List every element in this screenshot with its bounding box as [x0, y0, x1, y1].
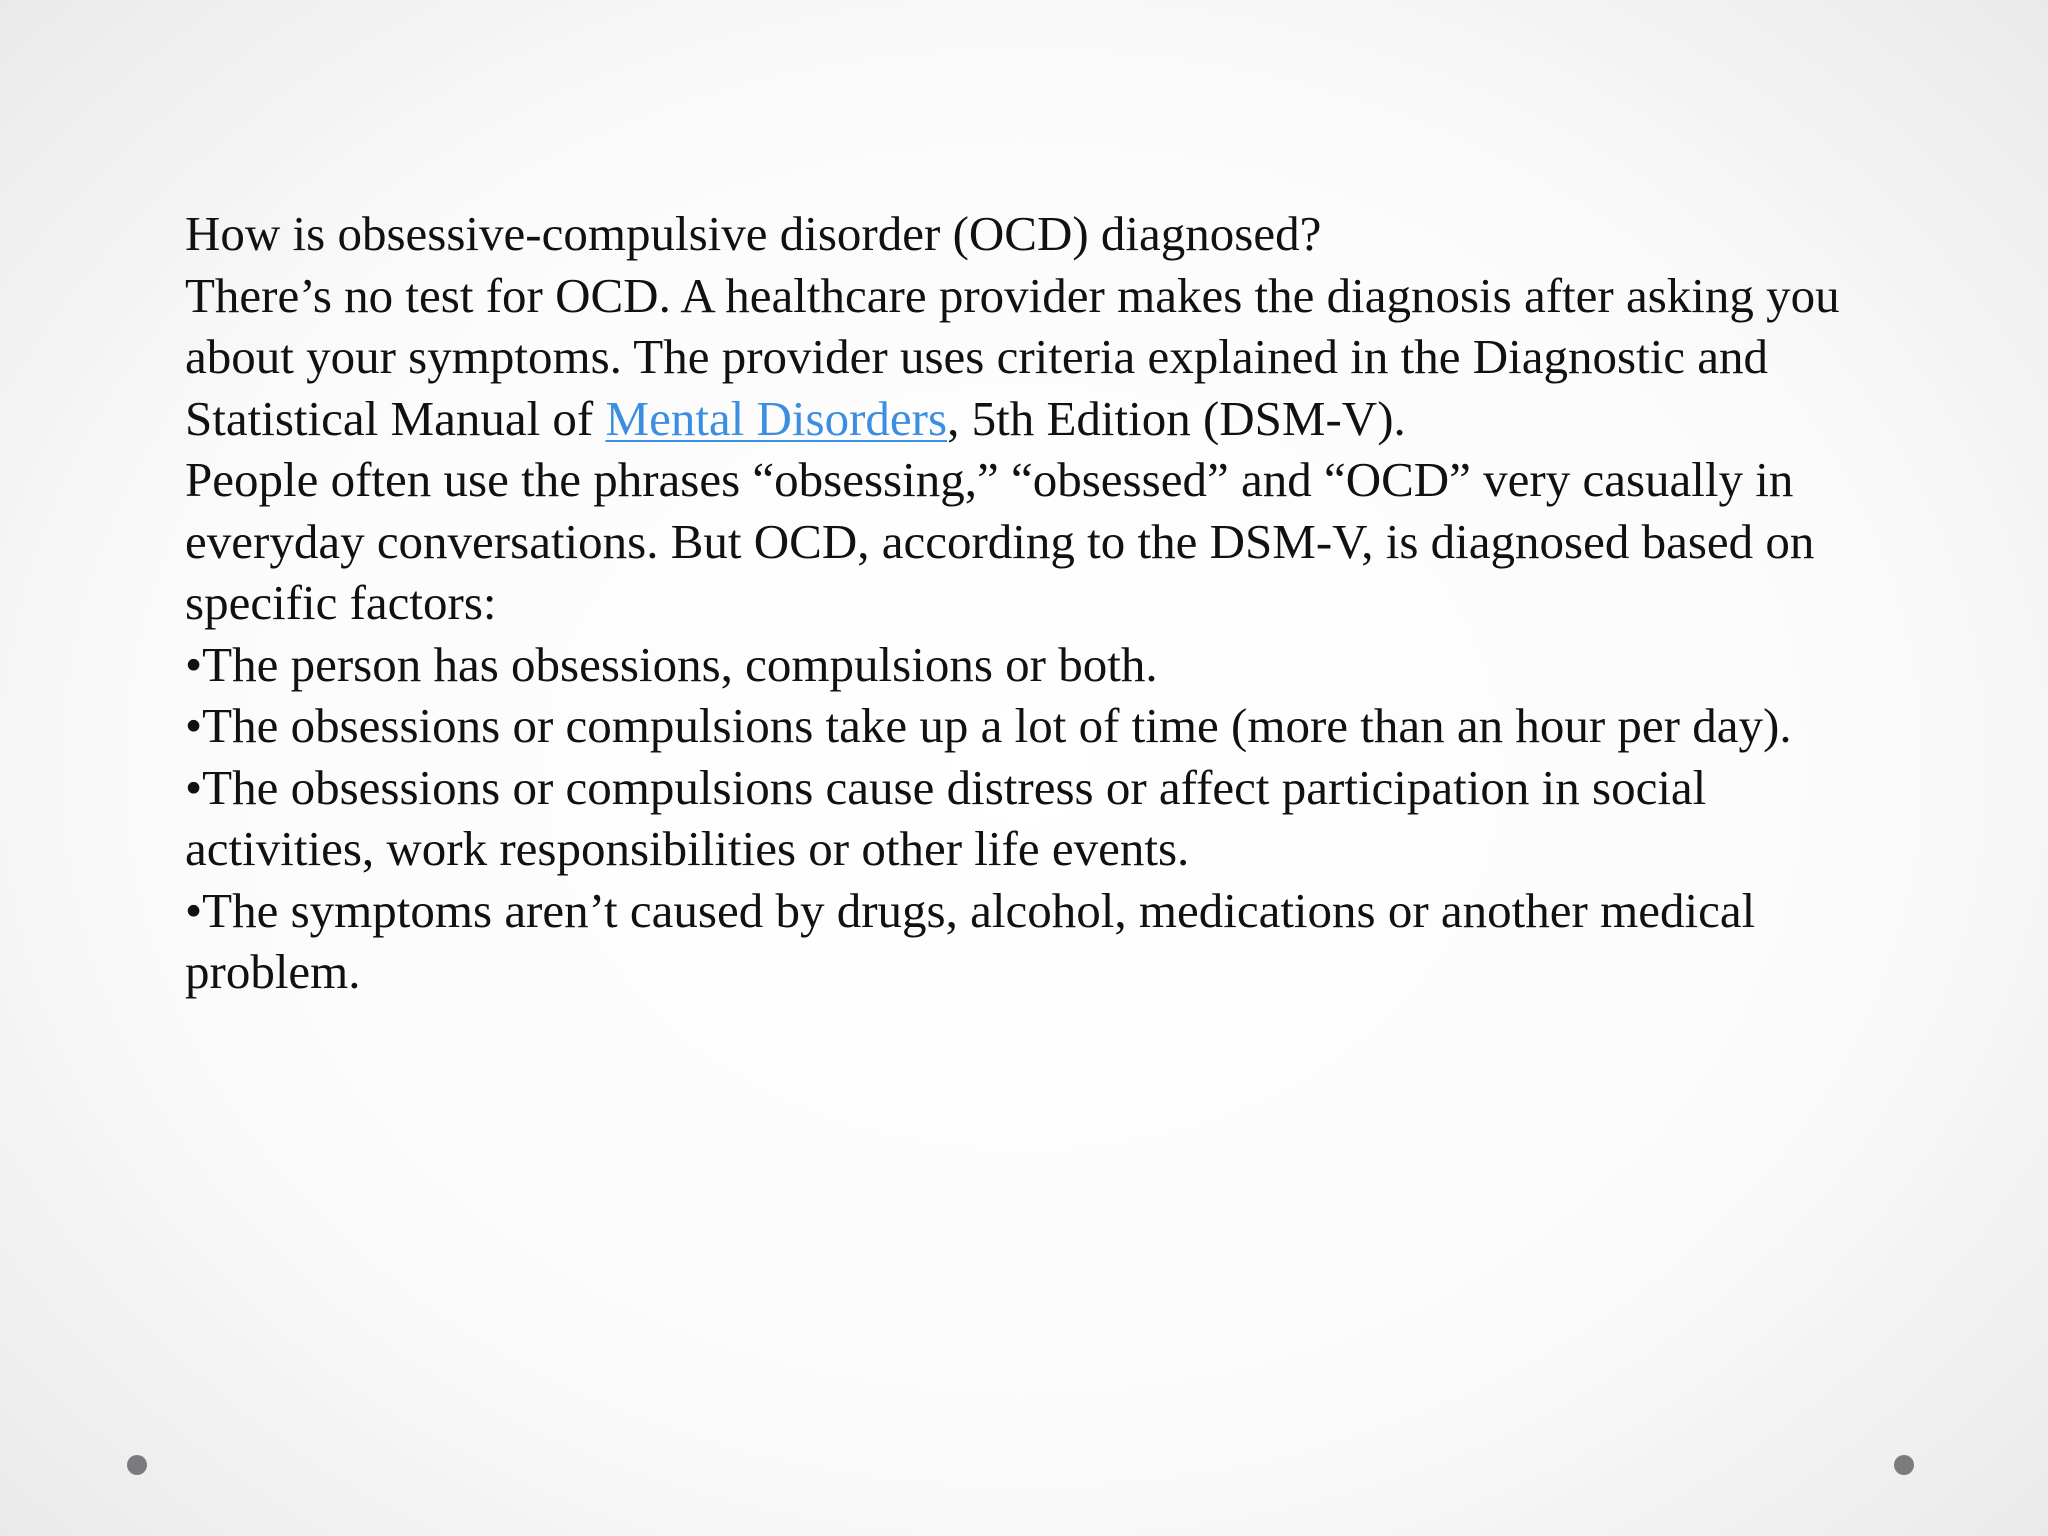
heading-question: How is obsessive-compulsive disorder (OCD) diagnosed?	[185, 206, 1322, 261]
bullet-item-obsessions-compulsions: •The person has obsessions, compulsions or both.	[185, 636, 1158, 692]
paragraph-casual-usage: People often use the phrases “obsessing,” “obsessed” and “OCD” very casually in everyday conversations. But OCD, according to the DSM-V, is diagnosed based on specific factors:	[185, 452, 1815, 630]
bullet-item-not-substance-caused: •The symptoms aren’t caused by drugs, alcohol, medications or another medical problem.	[185, 882, 1756, 999]
corner-dot-left-icon	[127, 1455, 147, 1475]
mental-disorders-link[interactable]: Mental Disorders	[605, 390, 948, 446]
paragraph-no-test-text-end: , 5th Edition (DSM-V).	[947, 390, 1406, 446]
slide-text-body	[185, 203, 1865, 1003]
paragraph-no-test	[185, 265, 1865, 450]
bullet-item-time-consuming: •The obsessions or compulsions take up a lot of time (more than an hour per day).	[185, 698, 1792, 753]
corner-dot-right-icon	[1894, 1455, 1914, 1475]
bullet-item-distress: •The obsessions or compulsions cause distress or affect participation in social activities, work responsibilities or other life events.	[185, 759, 1707, 876]
paragraph-no-test-text-start: There’s no test for OCD. A healthcare provider makes the diagnosis after asking you about your symptoms. The provider uses criteria explained in the Diagnostic and Statistical Manual of	[185, 267, 1840, 446]
